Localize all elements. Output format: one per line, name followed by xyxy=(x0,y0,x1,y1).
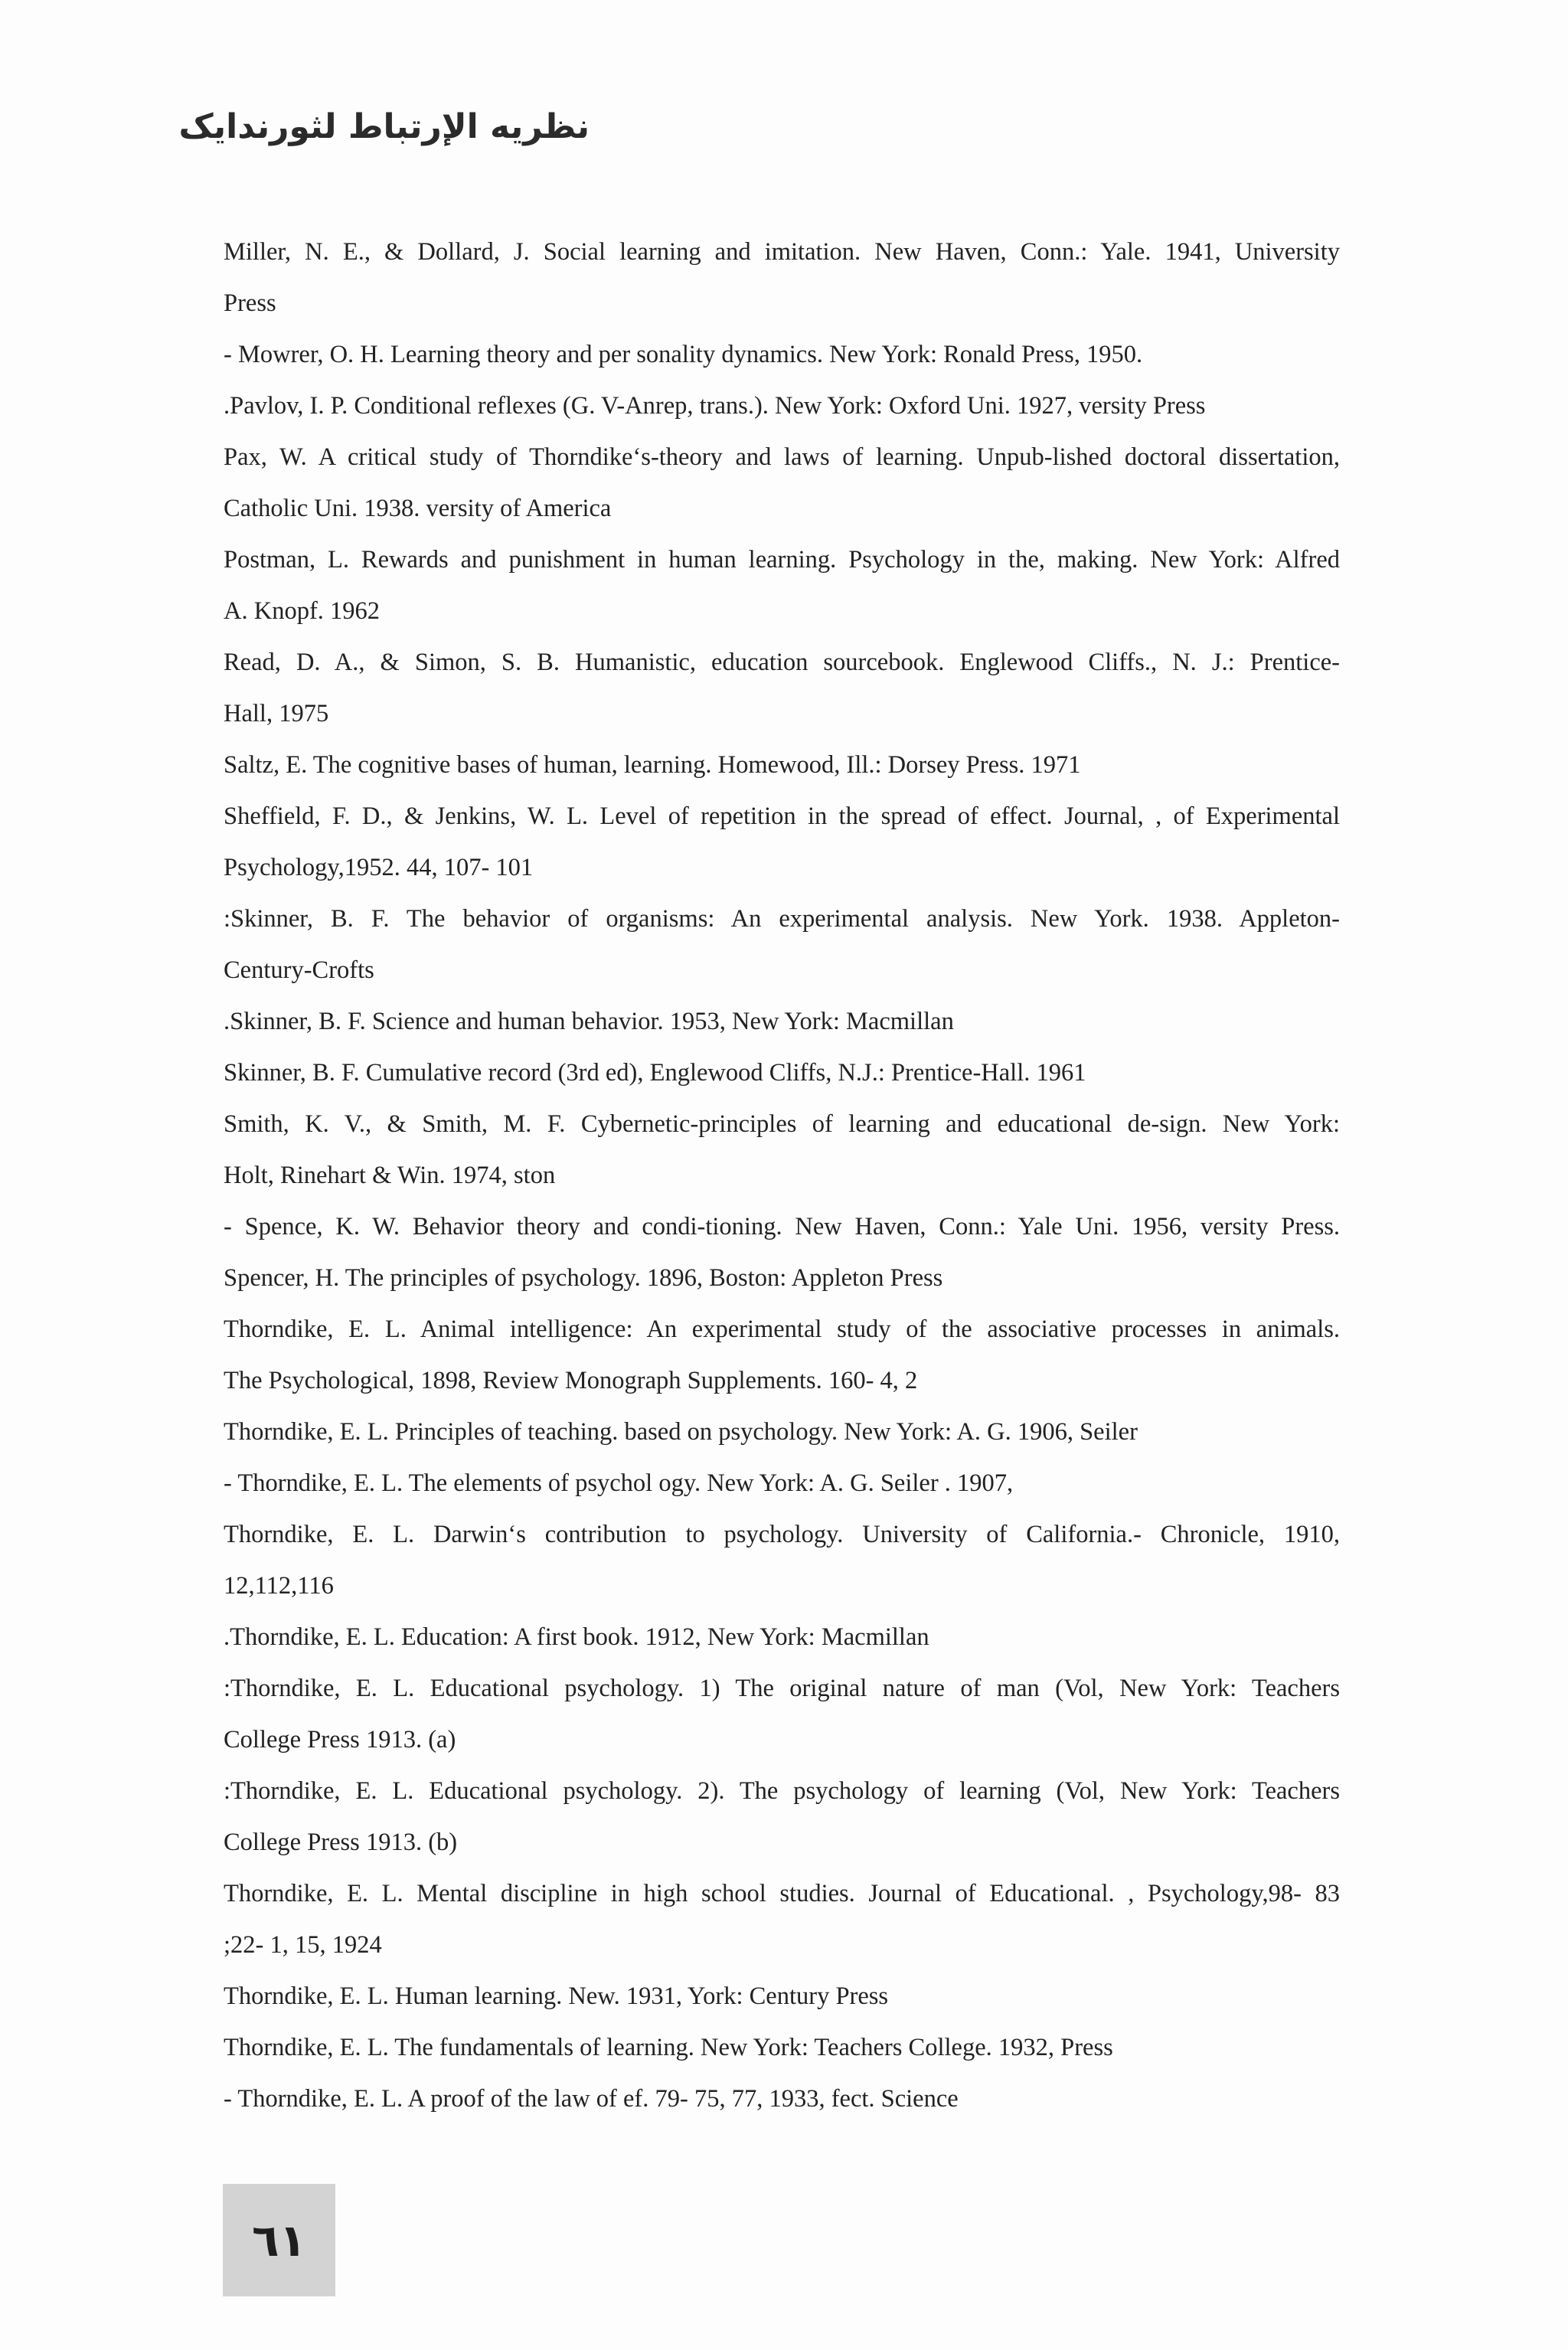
reference-line: Saltz, E. The cognitive bases of human, learning. Homewood, Ill.: Dorsey Press. 1971 xyxy=(224,751,1081,779)
reference-line: Thorndike, E. L. Human learning. New. 1931, York: Century Press xyxy=(224,1982,889,2010)
reference-line: Postman, L. Rewards and punishment in human learning. Psychology in the, making. New York: Alfred xyxy=(224,546,1340,574)
reference-line: :Thorndike, E. L. Educational psychology. 2). The psychology of learning (Vol, New York: Teachers xyxy=(224,1777,1340,1805)
reference-line: The Psychological, 1898, Review Monograph Supplements. 160- 4, 2 xyxy=(224,1367,918,1394)
reference-line: A. Knopf. 1962 xyxy=(224,597,381,625)
reference-line: Thorndike, E. L. Mental discipline in high school studies. Journal of Educational. , Psychology,98- 83 xyxy=(224,1880,1340,1907)
reference-line: Spencer, H. The principles of psychology. 1896, Boston: Appleton Press xyxy=(224,1264,943,1292)
reference-line: .Skinner, B. F. Science and human behavior. 1953, New York: Macmillan xyxy=(224,1008,954,1035)
reference-line: - Spence, K. W. Behavior theory and condi-tioning. New Haven, Conn.: Yale Uni. 1956, versity Press. xyxy=(224,1213,1340,1240)
reference-line: Holt, Rinehart & Win. 1974, ston xyxy=(224,1162,556,1189)
reference-line: Thorndike, E. L. Darwin‘s contribution to psychology. University of California.- Chronicle, 1910, xyxy=(224,1521,1340,1548)
page-number: ٦١ xyxy=(252,2214,306,2267)
reference-line: Hall, 1975 xyxy=(224,700,329,727)
reference-line: Press xyxy=(224,289,276,317)
reference-line: Thorndike, E. L. Animal intelligence: An experimental study of the associative processes in animals. xyxy=(224,1316,1340,1343)
reference-line: - Thorndike, E. L. A proof of the law of ef. 79- 75, 77, 1933, fect. Science xyxy=(224,2085,959,2113)
reference-line: ;22- 1, 15, 1924 xyxy=(224,1931,382,1959)
reference-line: .Pavlov, I. P. Conditional reflexes (G. V-Anrep, trans.). New York: Oxford Uni. 1927, versity Press xyxy=(224,392,1206,420)
reference-line: 12,112,116 xyxy=(224,1572,334,1600)
reference-line: Read, D. A., & Simon, S. B. Humanistic, education sourcebook. Englewood Cliffs., N. J.: Prentice- xyxy=(224,649,1340,676)
running-header: نظريه الإرتباط لثورندايک xyxy=(178,107,590,146)
reference-line: Skinner, B. F. Cumulative record (3rd ed), Englewood Cliffs, N.J.: Prentice-Hall. 1961 xyxy=(224,1059,1086,1087)
reference-line: - Mowrer, O. H. Learning theory and per sonality dynamics. New York: Ronald Press, 1950. xyxy=(224,341,1143,368)
reference-line: :Thorndike, E. L. Educational psychology. 1) The original nature of man (Vol, New York: Teachers xyxy=(224,1675,1340,1702)
reference-line: Miller, N. E., & Dollard, J. Social learning and imitation. New Haven, Conn.: Yale. 1941, University xyxy=(224,238,1340,266)
reference-line: Pax, W. A critical study of Thorndike‘s-theory and laws of learning. Unpub-lished doctoral dissertation, xyxy=(224,443,1340,471)
reference-line: Century-Crofts xyxy=(224,956,374,984)
reference-line: Thorndike, E. L. The fundamentals of learning. New York: Teachers College. 1932, Press xyxy=(224,2034,1113,2061)
reference-line: - Thorndike, E. L. The elements of psychol ogy. New York: A. G. Seiler . 1907, xyxy=(224,1469,1014,1497)
reference-line: :Skinner, B. F. The behavior of organisms: An experimental analysis. New York. 1938. Appleton- xyxy=(224,905,1340,933)
reference-line: College Press 1913. (b) xyxy=(224,1829,458,1856)
reference-line: Psychology,1952. 44, 107- 101 xyxy=(224,854,534,881)
reference-line: College Press 1913. (a) xyxy=(224,1726,456,1754)
reference-line: Catholic Uni. 1938. versity of America xyxy=(224,495,612,522)
reference-line: Smith, K. V., & Smith, M. F. Cybernetic-principles of learning and educational de-sign. New York: xyxy=(224,1110,1340,1138)
reference-list xyxy=(224,227,1340,2125)
reference-line: .Thorndike, E. L. Education: A first book. 1912, New York: Macmillan xyxy=(224,1623,929,1651)
reference-line: Thorndike, E. L. Principles of teaching. based on psychology. New York: A. G. 1906, Seiler xyxy=(224,1418,1138,1446)
reference-line: Sheffield, F. D., & Jenkins, W. L. Level of repetition in the spread of effect. Journal, , of Experimental xyxy=(224,802,1340,830)
page-number-box xyxy=(223,2184,335,2296)
